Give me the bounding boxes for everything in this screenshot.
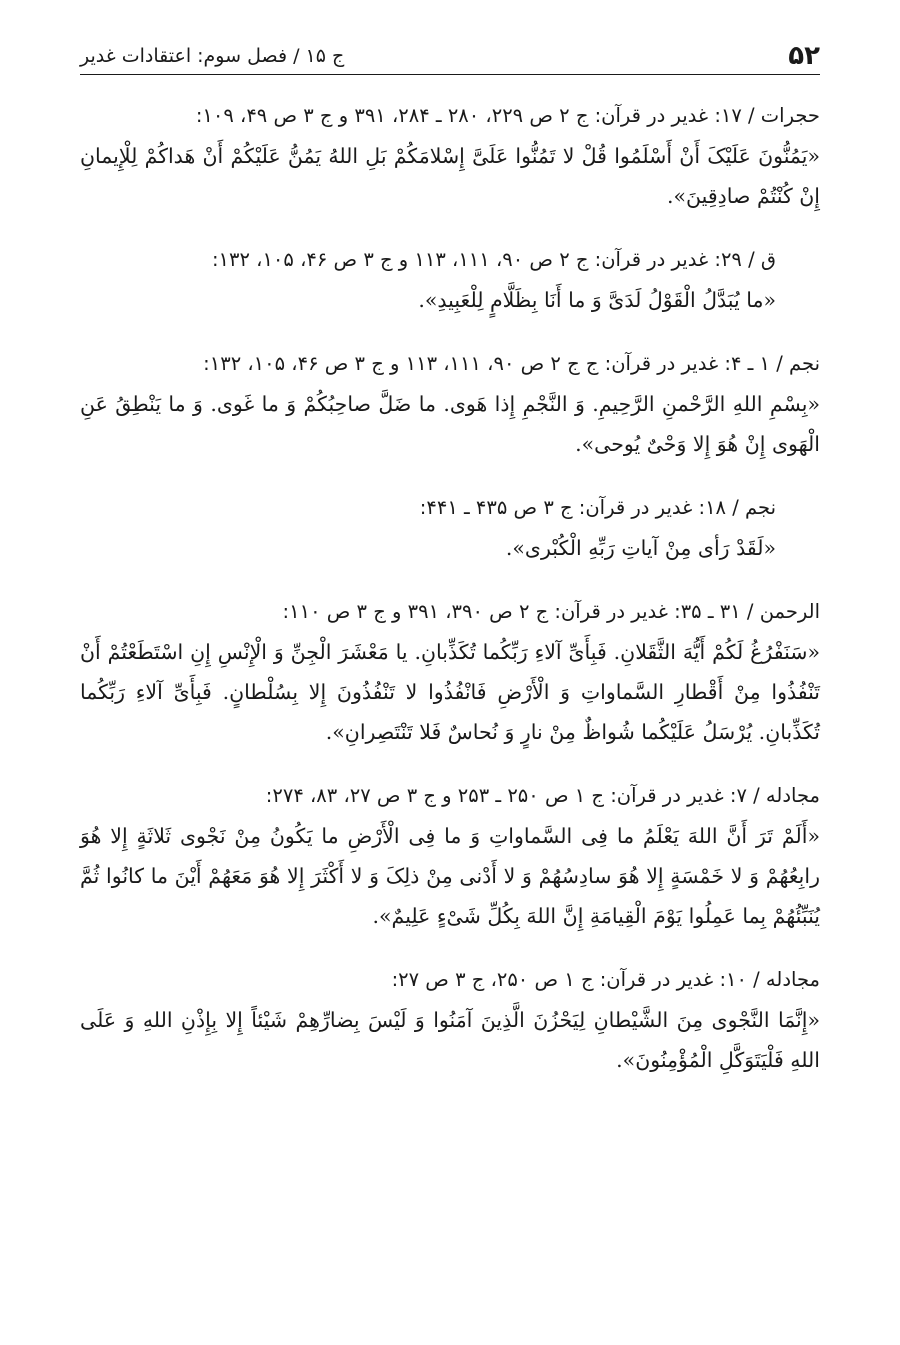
entry-mujadila-7 — [80, 776, 820, 936]
entry-reference: ق / ۲۹: غدیر در قرآن: ج ۲ ص ۹۰، ۱۱۱، ۱۱۳ و ج ۳ ص ۴۶، ۱۰۵، ۱۳۲: — [211, 248, 776, 271]
entry-reference: مجادله / ۷: غدیر در قرآن: ج ۱ ص ۲۵۰ ـ ۲۵۳ و ج ۳ ص ۲۷، ۸۳، ۲۷۴: — [265, 784, 820, 807]
verse-text: «یَمُنُّونَ عَلَیْکَ أَنْ أَسْلَمُوا قُلْ لا تَمُنُّوا عَلَیَّ إِسْلامَکُمْ بَلِ اللهُ یَمُنُّ عَلَیْکُمْ أَنْ هَداکُمْ لِلْإِیمانِ إِنْ کُنْتُمْ صادِقِینَ». — [80, 144, 820, 208]
entry-hujurat-17 — [80, 96, 820, 216]
entry-najm-18 — [80, 488, 820, 568]
header-title: ج ۱۵ / فصل سوم: اعتقادات غدیر — [80, 44, 345, 67]
verse-text: «إِنَّمَا النَّجْوی مِنَ الشَّیْطانِ لِیَحْزُنَ الَّذِینَ آمَنُوا وَ لَیْسَ بِضارِّهِمْ شَیْئاً إِلا بِإِذْنِ اللهِ وَ عَلَی اللهِ فَلْیَتَوَکَّلِ الْمُؤْمِنُونَ». — [80, 1008, 820, 1072]
entry-najm-1-4 — [80, 344, 820, 464]
verse-text: «لَقَدْ رَأی مِنْ آیاتِ رَبِّهِ الْکُبْری». — [505, 536, 776, 560]
book-page — [80, 0, 820, 1345]
entry-reference: مجادله / ۱۰: غدیر در قرآن: ج ۱ ص ۲۵۰، ج ۳ ص ۲۷: — [391, 968, 820, 991]
verse-text: «أَلَمْ تَرَ أَنَّ اللهَ یَعْلَمُ ما فِی السَّماواتِ وَ ما فِی الْأَرْضِ ما یَکُونُ مِنْ نَجْوی ثَلاثَةٍ إِلا هُوَ رابِعُهُمْ وَ لا خَمْسَةٍ إِلا هُوَ سادِسُهُمْ وَ لا أَدْنی مِنْ ذلِکَ وَ لا أَکْثَرَ إِلا هُوَ مَعَهُمْ أَیْنَ ما کانُوا ثُمَّ یُنَبِّئُهُمْ بِما عَمِلُوا یَوْمَ الْقِیامَةِ إِنَّ اللهَ بِکُلِّ شَیْءٍ عَلِیمٌ». — [80, 824, 820, 928]
page-number: ۵۲ — [788, 41, 820, 71]
entry-qaf-29 — [80, 240, 820, 320]
entry-reference: نجم / ۱۸: غدیر در قرآن: ج ۳ ص ۴۳۵ ـ ۴۴۱: — [419, 496, 776, 519]
entry-reference: حجرات / ۱۷: غدیر در قرآن: ج ۲ ص ۲۲۹، ۲۸۰ ـ ۲۸۴، ۳۹۱ و ج ۳ ص ۴۹، ۱۰۹: — [195, 104, 820, 127]
running-header — [80, 38, 820, 75]
verse-text: «بِسْمِ اللهِ الرَّحْمنِ الرَّحِیمِ. وَ النَّجْمِ إِذا هَوی. ما ضَلَّ صاحِبُکُمْ وَ ما غَوی. وَ ما یَنْطِقُ عَنِ الْهَوی إِنْ هُوَ إِلا وَحْیٌ یُوحی». — [80, 392, 820, 456]
entry-reference: الرحمن / ۳۱ ـ ۳۵: غدیر در قرآن: ج ۲ ص ۳۹۰، ۳۹۱ و ج ۳ ص ۱۱۰: — [282, 600, 820, 623]
verse-text: «سَنَفْرُغُ لَکُمْ أَیُّهَ الثَّقَلانِ. فَبِأَیِّ آلاءِ رَبِّکُما تُکَذِّبانِ. یا مَعْشَرَ الْجِنِّ وَ الْإِنْسِ إِنِ اسْتَطَعْتُمْ أَنْ تَنْفُذُوا مِنْ أَقْطارِ السَّماواتِ وَ الْأَرْضِ فَانْفُذُوا لا تَنْفُذُونَ إِلا بِسُلْطانٍ. فَبِأَیِّ آلاءِ رَبِّکُما تُکَذِّبانِ. یُرْسَلُ عَلَیْکُما شُواظٌ مِنْ نارٍ وَ نُحاسٌ فَلا تَنْتَصِرانِ». — [80, 640, 820, 744]
entry-mujadila-10 — [80, 960, 820, 1080]
verse-text: «ما یُبَدَّلُ الْقَوْلُ لَدَیَّ وَ ما أَنَا بِظَلَّامٍ لِلْعَبِیدِ». — [418, 288, 776, 312]
entry-reference: نجم / ۱ ـ ۴: غدیر در قرآن: ج ج ۲ ص ۹۰، ۱۱۱، ۱۱۳ و ج ۳ ص ۴۶، ۱۰۵، ۱۳۲: — [203, 352, 820, 375]
page-body — [80, 96, 820, 1104]
entry-rahman-31-35 — [80, 592, 820, 752]
